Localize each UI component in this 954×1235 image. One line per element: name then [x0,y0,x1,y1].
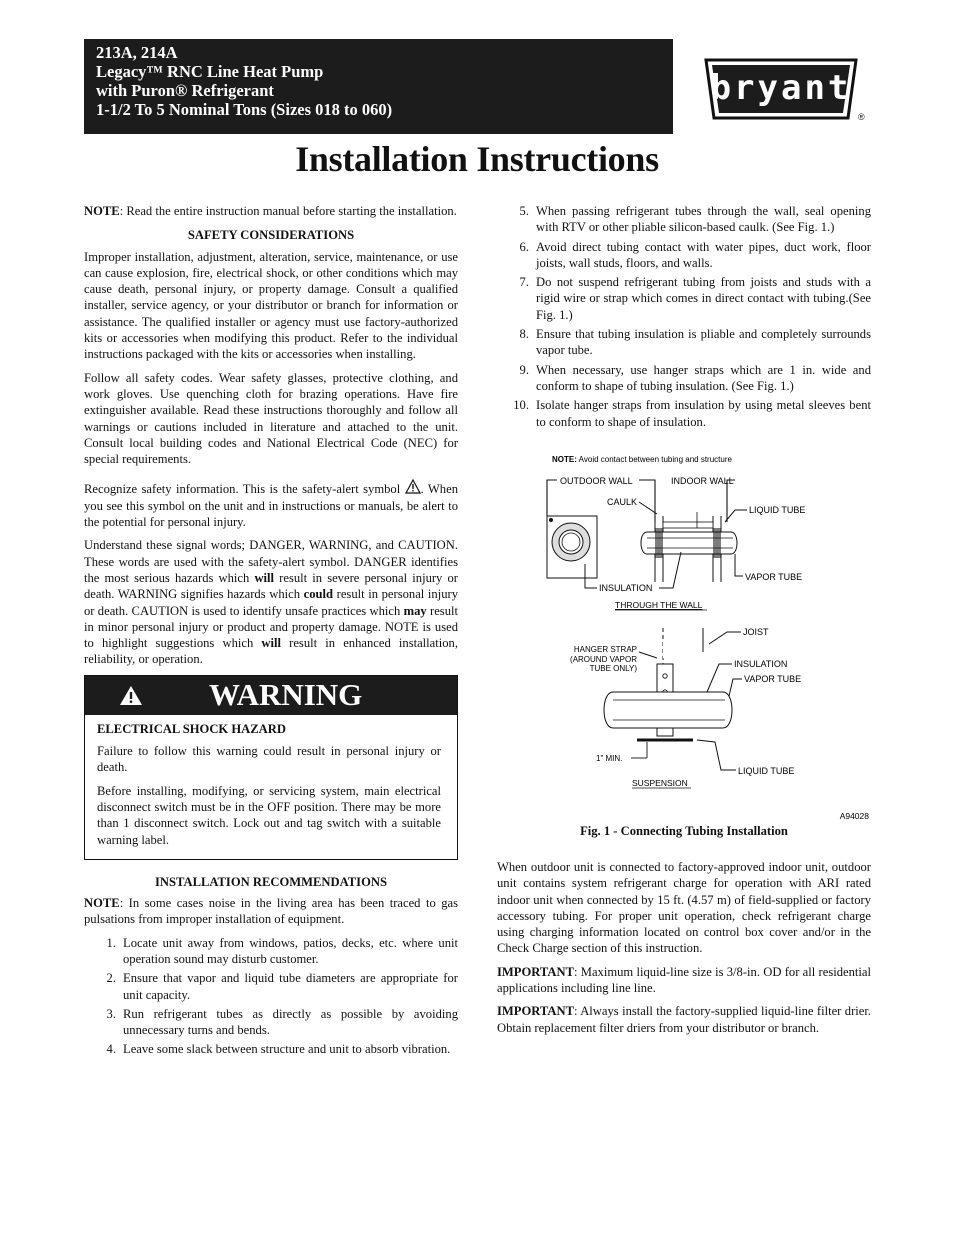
figure-connecting-tubing [497,452,871,842]
label-through-wall: THROUGH THE WALL [615,600,703,610]
warning-hazard: ELECTRICAL SHOCK HAZARD [97,721,286,736]
label-hanger-around: (AROUND VAPOR [570,655,637,664]
install-heading: INSTALLATION RECOMMENDATIONS [155,874,387,889]
warning-paragraph-2: Before installing, modifying, or servicing system, main electrical disconnect switch must be in the OFF position. There may be more than 1 disconnect switch. Lock out and tag switch with a suitable warning label. [97,783,441,847]
left-column [84,203,458,1061]
label-suspension: SUSPENSION [632,778,688,788]
registered-mark: ® [858,112,865,122]
label-liquid-tube-2: LIQUID TUBE [738,766,795,776]
intro-note: NOTE: Read the entire instruction manual before starting the installation. [84,204,457,218]
warning-header [85,676,457,715]
logo-text: bryant [710,68,852,108]
label-outdoor-wall: OUTDOOR WALL [560,476,633,486]
list-item: 6. Avoid direct tubing contact with water pipes, duct work, floor joists, wall studs, floors, and walls. [519,239,871,270]
label-hanger-strap: HANGER STRAP [573,645,637,654]
safety-paragraph-4: Understand these signal words; DANGER, WARNING, and CAUTION. These words are used with the safety-alert symbol. DANGER identifies the most serious hazards which will result in severe personal injury or death. WARNING signifies hazards which could result in personal injury or death. CAUTION is used to identify unsafe practices which may result in minor personal injury or product and property damage. NOTE is used to highlight suggestions which will result in enhanced installation, reliability, or operation. [84,538,459,667]
warning-triangle-icon [119,685,143,706]
figure-caption: Fig. 1 - Connecting Tubing Installation [580,824,788,838]
label-joist: JOIST [743,627,769,637]
label-insulation: INSULATION [599,583,653,593]
safety-heading: SAFETY CONSIDERATIONS [187,228,355,243]
label-caulk: CAULK [607,497,638,507]
header-models: 213A, 214A [96,43,178,62]
list-item: 5. When passing refrigerant tubes through the wall, seal opening with RTV or other pliable silicon-based caulk. (See Fig. 1.) [519,204,871,235]
label-vapor-tube-2: VAPOR TUBE [744,674,802,684]
bryant-logo-graphic [700,56,862,122]
warning-paragraph-1: Failure to follow this warning could result in personal injury or death. [97,744,441,775]
header-refrigerant: with Puron® Refrigerant [96,81,274,100]
label-liquid-tube: LIQUID TUBE [749,505,806,515]
safety-paragraph-1: Improper installation, adjustment, alteration, service, maintenance, or use can cause explosion, fire, electrical shock, or other conditions which may cause death, personal injury, or property damage. Consult a qualified installer, service agency, or your distributor or branch for information or assistance. The qualified installer or agency must use factory-authorized kits or accessories when modifying this product. Refer to the individual instructions packaged with the kits or accessories when installing. [84,249,458,362]
label-hanger-only: TUBE ONLY) [589,664,637,673]
label-insulation-2: INSULATION [734,659,788,669]
header-product: Legacy™ RNC Line Heat Pump [96,62,324,81]
list-item: 10. Isolate hanger straps from insulation by using metal sleeves bent to conform to shape of insulation. [513,398,871,429]
warning-body [85,715,457,859]
header-tonnage: 1-1/2 To 5 Nominal Tons (Sizes 018 to 060) [96,100,393,119]
label-indoor-wall: INDOOR WALL [671,476,734,486]
safety-paragraph-3: Recognize safety information. This is the safety-alert symbol . When you see this symbol on the unit and in instructions or manuals, be alert to the potential for personal injury. [84,479,458,530]
list-item: 7. Do not suspend refrigerant tubing from joists and studs with a rigid wire or strap which comes in direct contact with tubing.(See Fig. 1.) [519,275,871,322]
warning-title: WARNING [209,676,363,712]
label-vapor-tube: VAPOR TUBE [745,572,803,582]
install-list-left [84,935,458,1058]
list-item: 8. Ensure that tubing insulation is pliable and completely surrounds vapor tube. [519,327,871,358]
right-column-lower [497,859,871,1043]
list-item: 4. Leave some slack between structure and unit to absorb vibration. [106,1042,451,1057]
list-item: 9. When necessary, use hanger straps which are 1 in. wide and conform to shape of tubing insulation. (See Fig. 1.) [519,362,871,393]
important-filter-drier: IMPORTANT: Always install the factory-supplied liquid-line filter drier. Obtain replacement filter driers from your distributor or branch. [497,1004,871,1035]
list-item: 3. Run refrigerant tubes as directly as possible by avoiding unnecessary turns and bends. [106,1006,458,1038]
page-title: Installation Instructions [295,139,659,179]
right-column [497,203,871,433]
label-min: 1" MIN. [596,754,623,763]
install-note: NOTE: In some cases noise in the living area has been traced to gas pulsations from improper installation of equipment. [84,896,458,927]
header-band [84,39,673,134]
figure-code: A94028 [839,811,869,821]
list-item: 1. Locate unit away from windows, patios, decks, etc. where unit operation sound may disturb customer. [106,935,458,966]
bryant-logo [700,56,862,122]
figure-note: NOTE: Avoid contact between tubing and structure [552,455,732,464]
tubing-diagram [497,452,871,824]
warning-box [84,675,458,860]
charge-paragraph: When outdoor unit is connected to factory-approved indoor unit, outdoor unit contains system refrigerant charge for operation with ARI rated indoor unit when connected by 15 ft. (4.57 m) of field-supplied or factory accessory tubing. For proper unit operation, check refrigerant charge using charging information located on control box cover and/or in the Check Charge section of this instruction. [497,860,871,956]
important-liquid-line: IMPORTANT: Maximum liquid-line size is 3/8-in. OD for all residential applications including line line. [497,964,871,996]
safety-paragraph-2: Follow all safety codes. Wear safety glasses, protective clothing, and work gloves. Use quenching cloth for brazing operations. Have fire extinguisher available. Read these instructions thoroughly and follow all warnings or cautions included in literature and attached to the unit. Consult local building codes and National Electrical Code (NEC) for special requirements. [84,370,458,467]
list-item: 2. Ensure that vapor and liquid tube diameters are appropriate for unit capacity. [106,971,458,1002]
install-list-right [497,203,871,430]
safety-alert-icon [405,479,421,494]
